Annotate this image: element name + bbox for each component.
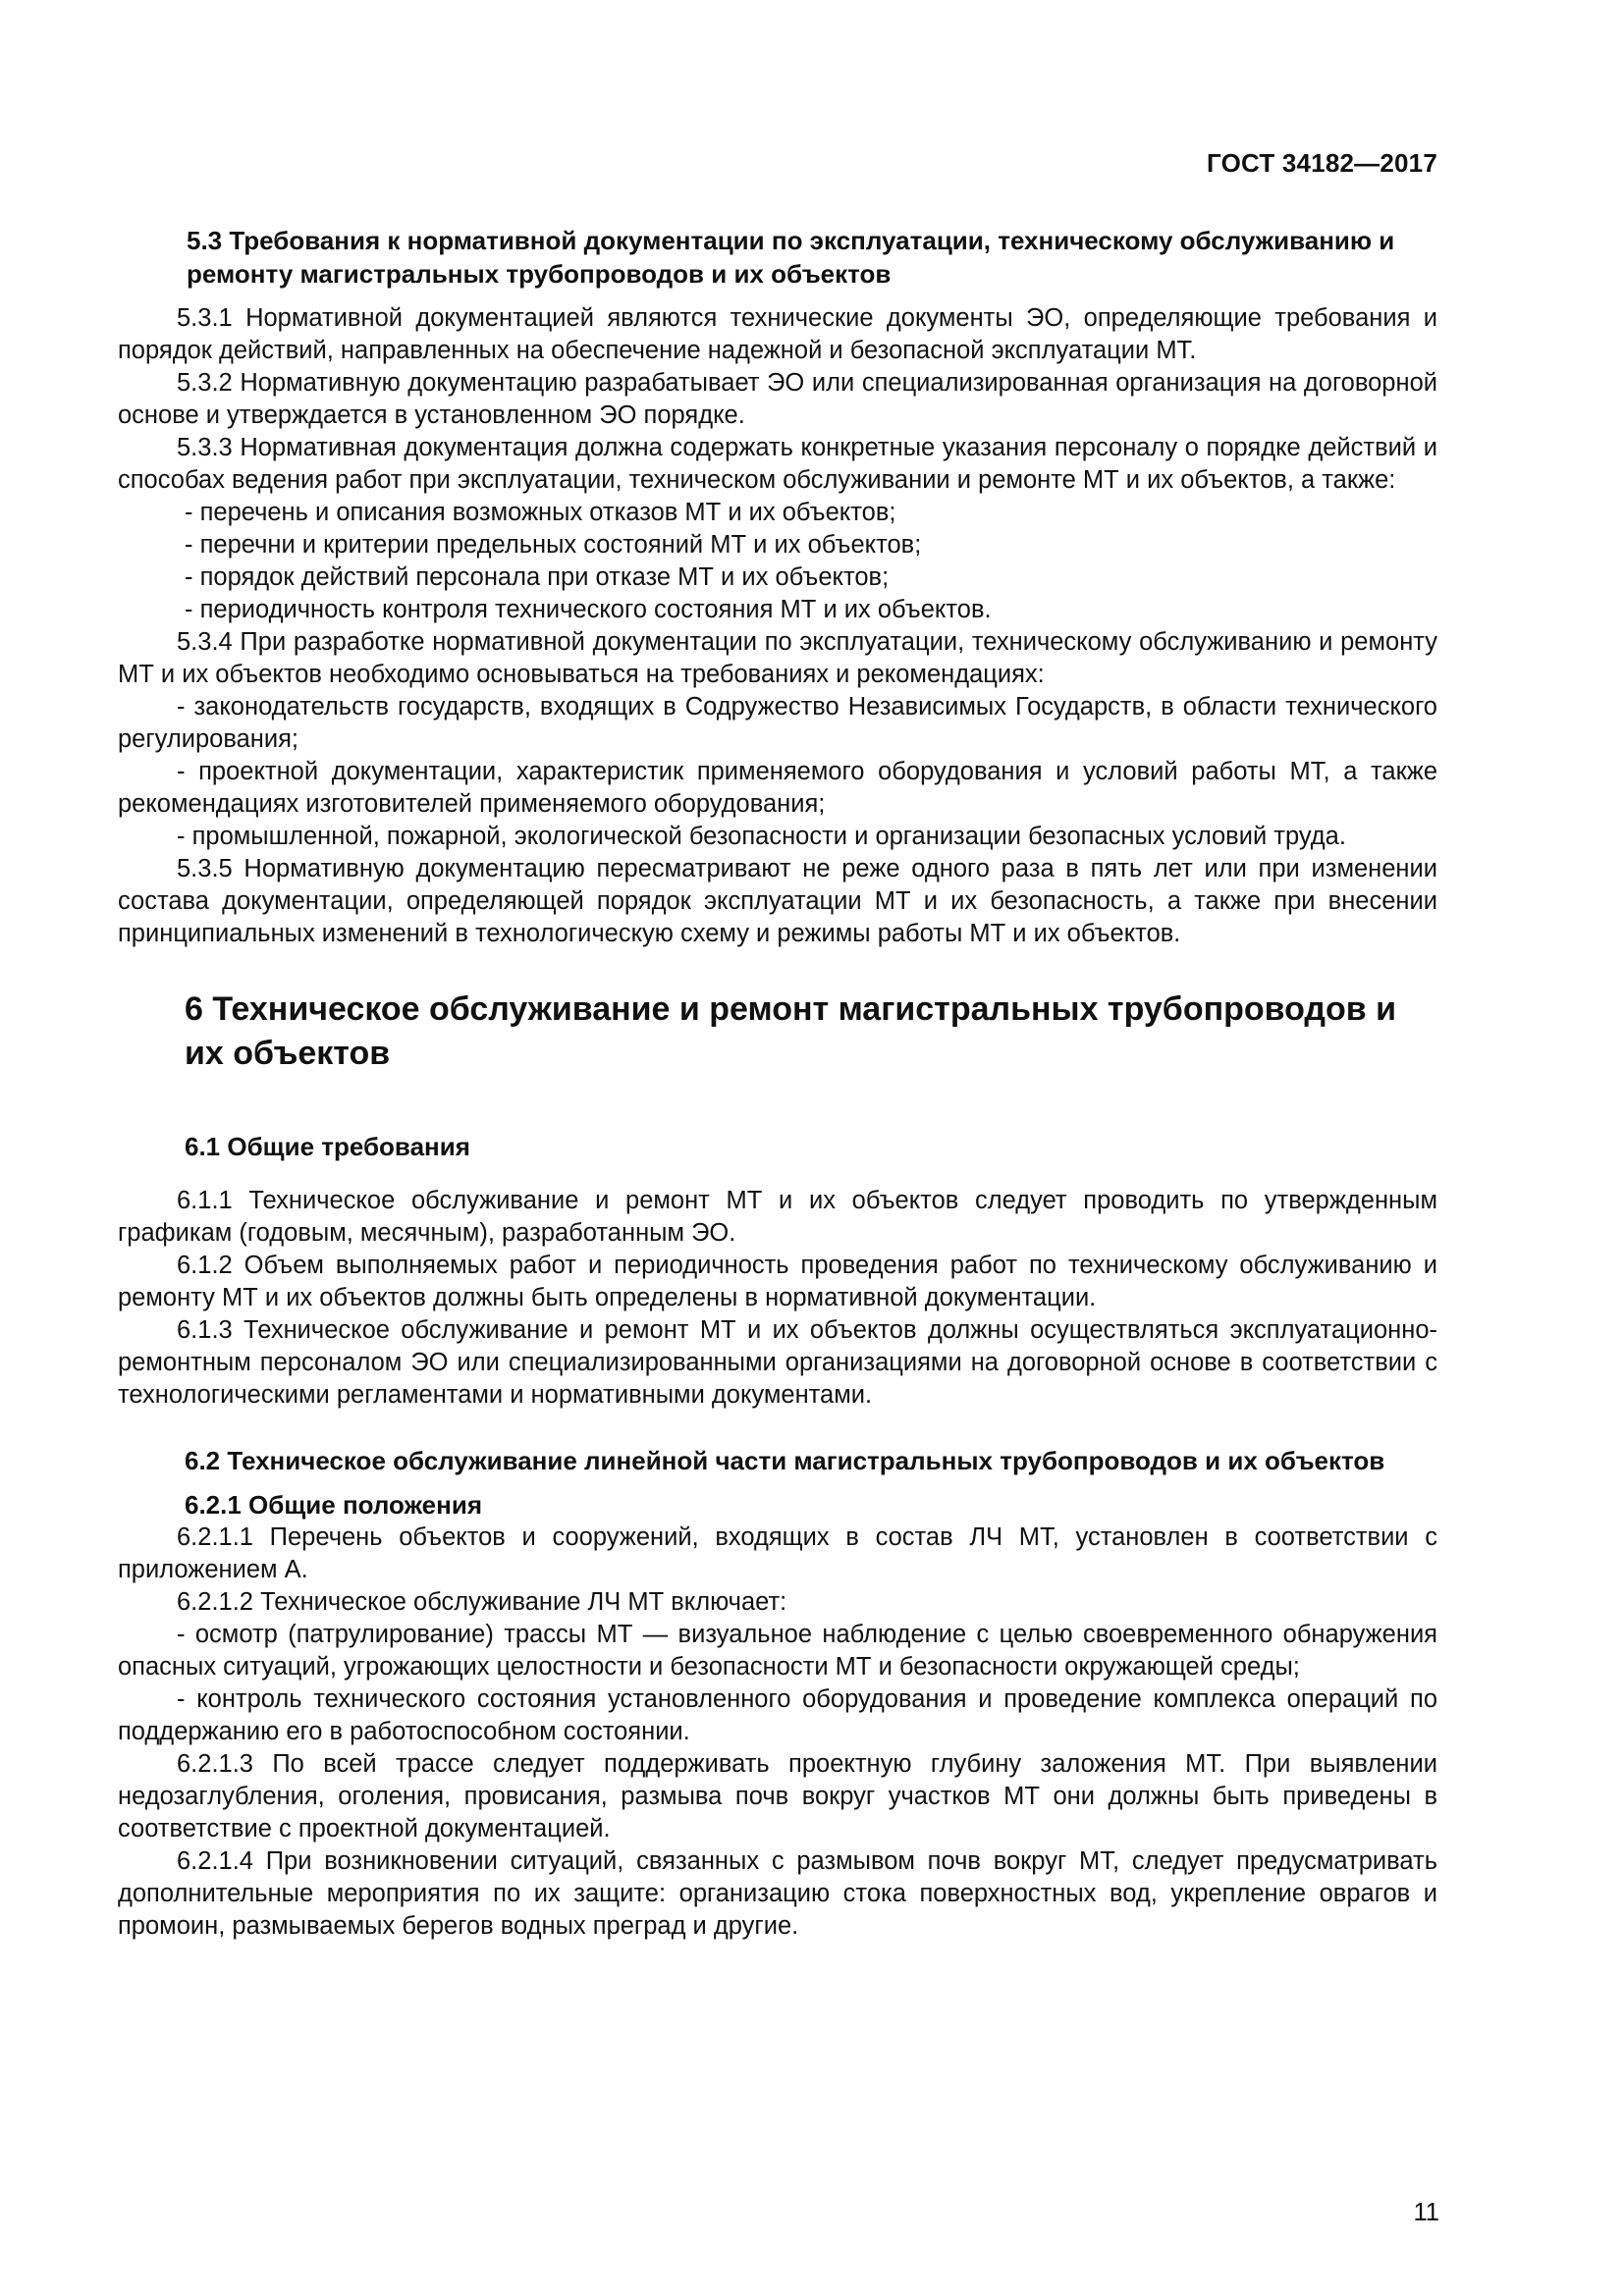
paragraph-5-3-2: 5.3.2 Нормативную документацию разрабатывает ЭО или специализированная организация на договорной основе и утверждается в установленном ЭО порядке. <box>118 369 1437 429</box>
paragraph-6-2-1-2: 6.2.1.2 Техническое обслуживание ЛЧ МТ включает: <box>177 1588 787 1616</box>
list-item: - осмотр (патрулирование) трассы МТ — визуальное наблюдение с целью своевременного обнаружения опасных ситуаций, угрожающих целостности и безопасности МТ и безопасности окружающей среды; <box>118 1621 1437 1681</box>
paragraph-6-2-1-3: 6.2.1.3 По всей трассе следует поддерживать проектную глубину заложения МТ. При выявлении недозаглубления, оголения, провисания, размыва почв вокруг участков МТ они должны быть приведены в соответствие с проектной документацией. <box>118 1750 1437 1842</box>
paragraph-6-1-1: 6.1.1 Техническое обслуживание и ремонт МТ и их объектов следует проводить по утвержденным графикам (годовым, месячным), разработанным ЭО. <box>118 1187 1437 1247</box>
paragraph-5-3-5: 5.3.5 Нормативную документацию пересматривают не реже одного раза в пять лет или при изменении состава документации, определяющей порядок эксплуатации МТ и их безопасность, а также при внесении принципиальных изменений в технологическую схему и режимы работы МТ и их объектов. <box>118 855 1437 947</box>
section-6-1-heading: 6.1 Общие требования <box>185 1132 470 1161</box>
subsection-6-2-1-heading: 6.2.1 Общие положения <box>185 1490 482 1520</box>
page-number: 11 <box>1413 2199 1439 2226</box>
list-item: - периодичность контроля технического состояния МТ и их объектов. <box>185 596 992 623</box>
list-item: - порядок действий персонала при отказе МТ и их объектов; <box>185 563 890 591</box>
list-item: - проектной документации, характеристик применяемого оборудования и условий работы МТ, а также рекомендациях изготовителей применяемого оборудования; <box>118 758 1437 818</box>
chapter-6-heading: 6 Техническое обслуживание и ремонт магистральных трубопроводов и их объектов <box>185 990 1397 1072</box>
paragraph-6-1-3: 6.1.3 Техническое обслуживание и ремонт МТ и их объектов должны осуществляться эксплуатационно-ремонтным персоналом ЭО или специализированными организациями на договорной основе в соответствии с технологическими регламентами и нормативными документами. <box>118 1316 1437 1409</box>
paragraph-5-3-3: 5.3.3 Нормативная документация должна содержать конкретные указания персоналу о порядке действий и способах ведения работ при эксплуатации, техническом обслуживании и ремонте МТ и их объектов, а также: <box>118 434 1437 494</box>
list-item: - законодательств государств, входящих в Содружество Независимых Государств, в области технического регулирования; <box>118 693 1437 753</box>
section-6-2-heading: 6.2 Техническое обслуживание линейной части магистральных трубопроводов и их объектов <box>185 1446 1385 1475</box>
paragraph-6-1-2: 6.1.2 Объем выполняемых работ и периодичность проведения работ по техническому обслуживанию и ремонту МТ и их объектов должны быть определены в нормативной документации. <box>118 1252 1437 1311</box>
paragraph-5-3-4: 5.3.4 При разработке нормативной документации по эксплуатации, техническому обслуживанию и ремонту МТ и их объектов необходимо основываться на требованиях и рекомендациях: <box>118 628 1437 688</box>
document-body <box>118 224 1437 1943</box>
paragraph-5-3-1: 5.3.1 Нормативной документацией являются технические документы ЭО, определяющие требования и порядок действий, направленных на обеспечение надежной и безопасной эксплуатации МТ. <box>118 304 1437 364</box>
list-item: - промышленной, пожарной, экологической безопасности и организации безопасных условий труда. <box>177 823 1346 850</box>
paragraph-6-2-1-1: 6.2.1.1 Перечень объектов и сооружений, входящих в состав ЛЧ МТ, установлен в соответствии с приложением А. <box>118 1523 1437 1583</box>
paragraph-6-2-1-4: 6.2.1.4 При возникновении ситуаций, связанных с размывом почв вокруг МТ, следует предусматривать дополнительные мероприятия по их защите: организацию стока поверхностных вод, укрепление оврагов и промоин, размываемых берегов водных преград и другие. <box>118 1847 1437 1940</box>
section-5-3-heading: 5.3 Требования к нормативной документации по эксплуатации, техническому обслуживанию и ремонту магистральных трубопроводов и их объектов <box>187 226 1395 289</box>
list-item: - контроль технического состояния установленного оборудования и проведение комплекса операций по поддержанию его в работоспособном состоянии. <box>118 1685 1437 1745</box>
list-item: - перечень и описания возможных отказов МТ и их объектов; <box>185 499 896 526</box>
list-item: - перечни и критерии предельных состояний МТ и их объектов; <box>185 531 922 559</box>
document-code: ГОСТ 34182—2017 <box>1207 148 1437 178</box>
